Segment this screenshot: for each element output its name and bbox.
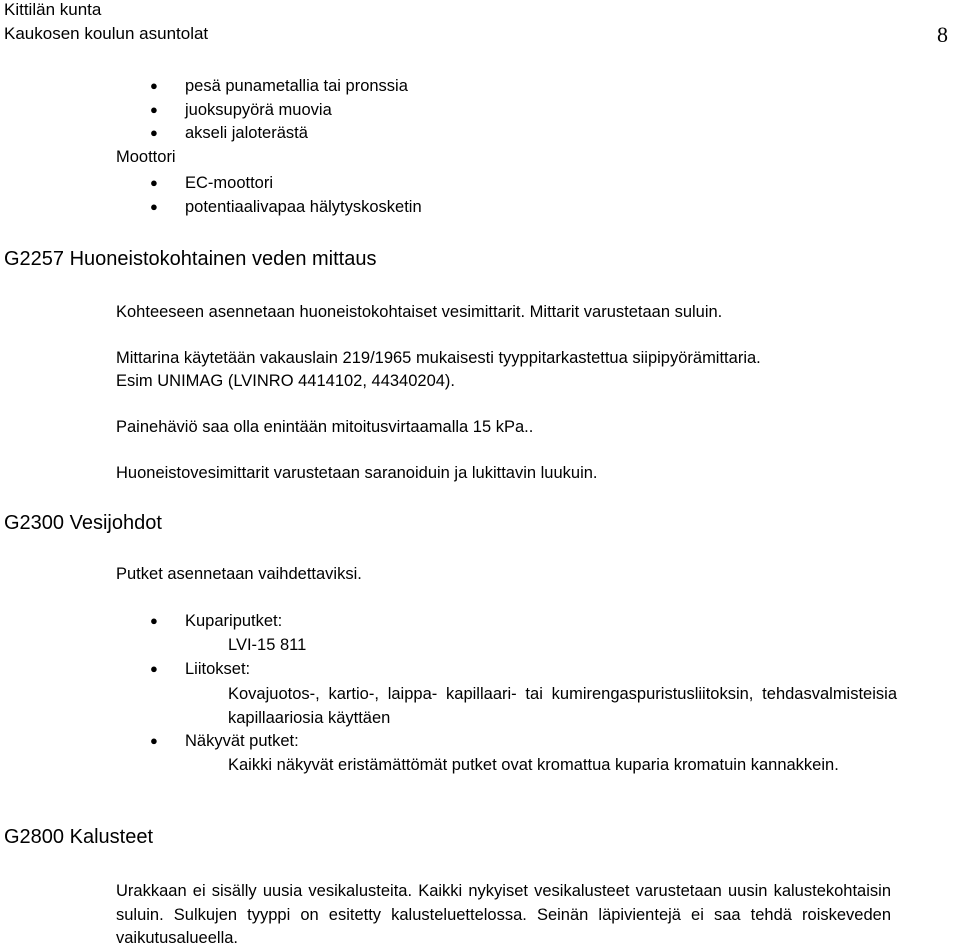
bullet-icon: ●: [150, 175, 158, 190]
paragraph: Huoneistovesimittarit varustetaan saranoiduin ja lukittavin luukuin.: [116, 464, 598, 482]
list-item: akseli jaloterästä: [185, 124, 308, 142]
page-number: 8: [937, 22, 948, 47]
section-heading-g2800: G2800 Kalusteet: [4, 826, 153, 848]
section-heading-g2300: G2300 Vesijohdot: [4, 512, 162, 534]
list-item-label: Näkyvät putket:: [185, 732, 299, 750]
list-item: potentiaalivapaa hälytyskosketin: [185, 198, 422, 216]
paragraph: Painehäviö saa olla enintään mitoitusvirtaamalla 15 kPa..: [116, 418, 534, 436]
header-project: Kaukosen koulun asuntolat: [4, 24, 209, 43]
list-item: EC-moottori: [185, 174, 274, 192]
bullet-icon: ●: [150, 661, 158, 676]
header-municipality: Kittilän kunta: [4, 0, 102, 19]
paragraph: Esim UNIMAG (LVINRO 4414102, 44340204).: [116, 372, 456, 390]
bullet-icon: ●: [150, 199, 158, 214]
bullet-icon: ●: [150, 125, 158, 140]
paragraph: Putket asennetaan vaihdettaviksi.: [116, 565, 362, 583]
bullet-icon: ●: [150, 733, 158, 748]
moottori-label: Moottori: [116, 148, 176, 166]
paragraph: Mittarina käytetään vakauslain 219/1965 mukaisesti tyyppitarkastettua siipipyörämittaria.: [116, 349, 761, 367]
list-item-label: Liitokset:: [185, 660, 251, 678]
list-item: juoksupyörä muovia: [185, 101, 332, 119]
list-item-detail: LVI-15 811: [228, 636, 307, 654]
bullet-icon: ●: [150, 102, 158, 117]
bullet-icon: ●: [150, 613, 158, 628]
section-heading-g2257: G2257 Huoneistokohtainen veden mittaus: [4, 248, 377, 270]
paragraph: Urakkaan ei sisälly uusia vesikalusteita. Kaikki nykyiset vesikalusteet varustetaan uusin kalustekohtaisin suluin. Sulkujen tyyppi on esitetty kalusteluettelossa. Seinän läpivientejä ei saa tehdä roiskeveden vaikutusalueella.: [116, 882, 891, 947]
paragraph: Kohteeseen asennetaan huoneistokohtaiset vesimittarit. Mittarit varustetaan suluin.: [116, 303, 723, 321]
list-item-label: Kupariputket:: [185, 612, 283, 630]
bullet-icon: ●: [150, 78, 158, 93]
list-item-detail: Kaikki näkyvät eristämättömät putket ovat kromattua kuparia kromatuin kannakkein.: [228, 756, 839, 774]
list-item-detail: Kovajuotos-, kartio-, laippa- kapillaari- tai kumirengaspuristusliitoksin, tehdasvalmisteisia kapillaariosia käyttäen: [228, 685, 897, 727]
list-item: pesä punametallia tai pronssia: [185, 77, 408, 95]
